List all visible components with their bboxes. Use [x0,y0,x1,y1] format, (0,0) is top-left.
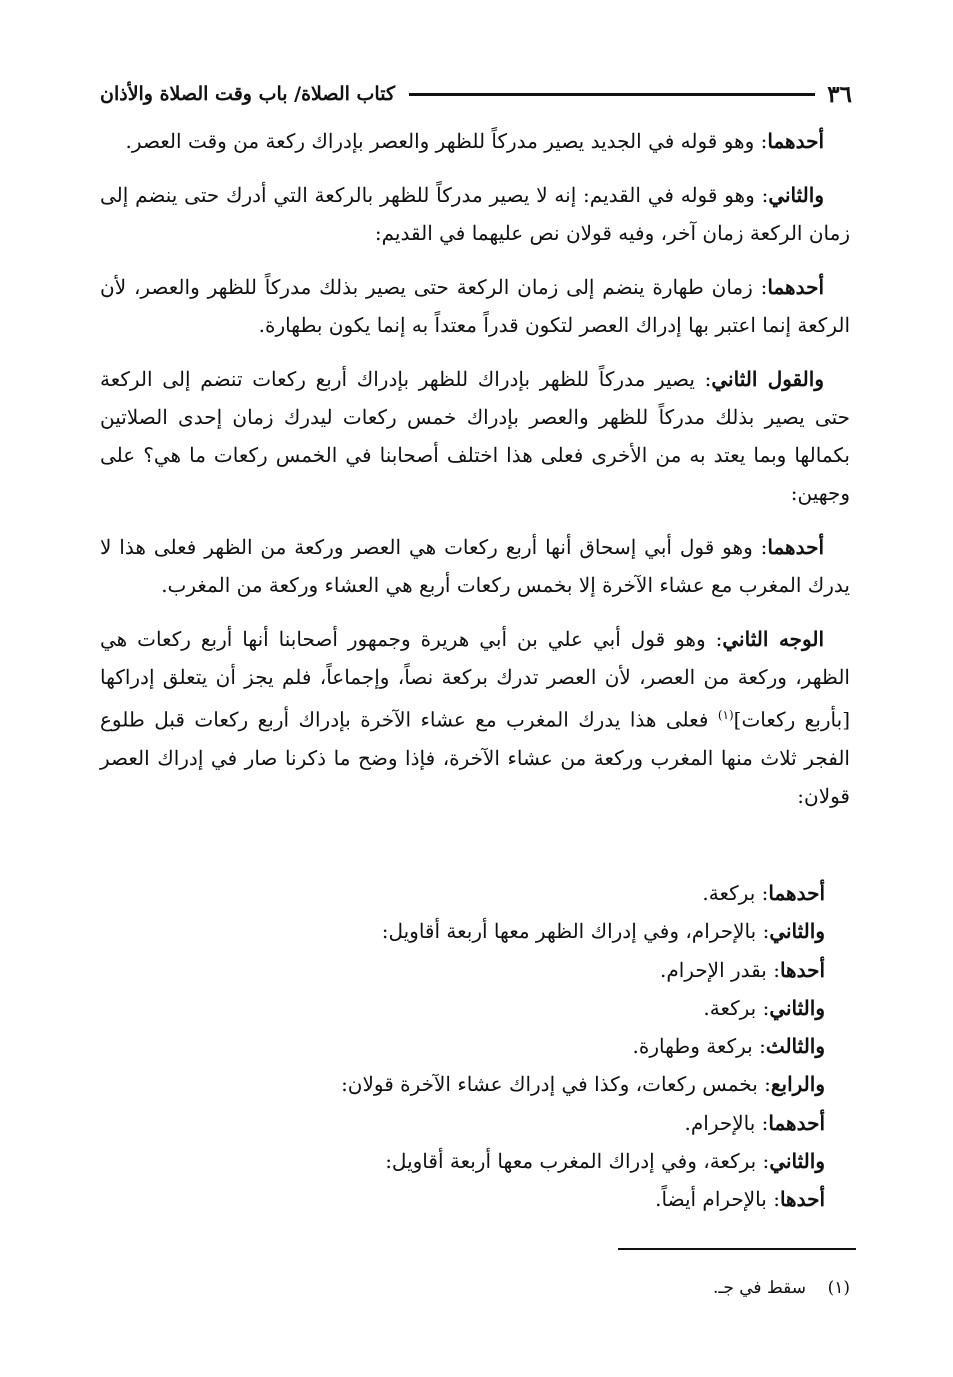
paragraph-text: وهو قوله في الجديد يصير مدركاً للظهر والعصر بإدراك ركعة من وقت العصر. [125,129,761,153]
list-item: أحدها: بالإحرام أيضاً. [655,1187,825,1212]
paragraph-lead: أحدهما [767,275,824,299]
footnote-marker: (١) [827,1278,850,1298]
paragraph-lead: والقول الثاني [711,367,824,391]
paragraph-text: وهو قول أبي علي بن أبي هريرة وجمهور أصحابنا أنها أربع ركعات هي الظهر، وركعة من العصر، لأن العصر تدرك بركعة نصاً، وإجماعاً، فلم يجز أن يتعلق إدراكها [بأربع ركعات] [100,627,851,732]
paragraph: أحدهما: زمان طهارة ينضم إلى زمان الركعة حتى يصير بذلك مدركاً للظهر والعصر، لأن الركعة إنما اعتبر بها إدراك العصر لتكون قدراً معتداً به إنما يكون بطهارة. [100,275,850,337]
paragraph-lead: الوجه الثاني [722,627,825,651]
paragraph-lead: والثاني [768,183,824,207]
paragraph: الوجه الثاني: وهو قول أبي علي بن أبي هريرة وجمهور أصحابنا أنها أربع ركعات هي الظهر، وركعة من العصر، لأن العصر تدرك بركعة نصاً، وإجماعاً، فلم يجز أن يتعلق إدراكها [بأربع ركعات]$^{(١)}$ فعلى هذا يدرك المغرب مع عشاء الآخرة بإدراك أربع ركعات قبل طلوع الفجر ثلاث منها المغرب وركعة من عشاء الآخرة، فإذا وضح ما ذكرنا صار في إدراك العصر قولان: [100,627,851,808]
list-item: والثالث: بركعة وطهارة. [632,1034,825,1059]
paragraph-lead: أحدهما [767,535,824,559]
opinions-list [225,874,825,1219]
list-item: أحدهما: بركعة. [702,881,825,905]
footnote-reference: (١) [717,708,734,722]
list-item: والثاني: بركعة. [703,995,825,1020]
page-number: ٣٦ [827,80,852,108]
paragraph-text: زمان طهارة ينضم إلى زمان الركعة حتى يصير بذلك مدركاً للظهر والعصر، لأن الركعة إنما اعتبر بها إدراك العصر لتكون قدراً معتداً به إنما يكون بطهارة. [100,275,850,337]
footnote [713,1278,850,1298]
paragraph: والثاني: وهو قوله في القديم: إنه لا يصير مدركاً للظهر بالركعة التي أدرك حتى ينضم إلى زمان الركعة زمان آخر، وفيه قولان نص عليهما في القديم: [100,183,850,245]
paragraph-lead: أحدهما [767,129,824,153]
list-item: والثاني: بالإحرام، وفي إدراك الظهر معها أربعة أقاويل: [381,919,825,944]
paragraph-text: وهو قول أبي إسحاق أنها أربع ركعات هي العصر وركعة من الظهر فعلى هذا لا يدرك المغرب مع عشاء الآخرة إلا بخمس ركعات أربع هي العشاء وركعة من المغرب. [100,535,850,597]
main-text [100,122,850,831]
header-rule [409,93,815,96]
page-header [100,76,852,112]
paragraph: والقول الثاني: يصير مدركاً للظهر بإدراك للظهر بإدراك أربع ركعات تنضم إلى الركعة حتى يصير بذلك مدركاً للظهر والعصر بإدراك خمس ركعات ليدرك زمان إحدى الصلاتين بكمالها وبما يعتد به من الأخرى فعلى هذا اختلف أصحابنا في الخمس ركعات ما هي؟ على وجهين: [100,367,850,505]
list-item: والثاني: بركعة، وفي إدراك المغرب معها أربعة أقاويل: [385,1149,825,1174]
list-item: أحدها: بقدر الإحرام. [659,957,825,982]
paragraph-text: فعلى هذا يدرك المغرب مع عشاء الآخرة بإدراك أربع ركعات قبل طلوع الفجر ثلاث منها المغرب وركعة من عشاء الآخرة، فإذا وضح ما ذكرنا صار في إدراك العصر قولان: [100,707,850,808]
paragraph-text: وهو قوله في القديم: إنه لا يصير مدركاً للظهر بالركعة التي أدرك حتى ينضم إلى زمان الركعة زمان آخر، وفيه قولان نص عليهما في القديم: [100,183,850,245]
list-item: أحدهما: بالإحرام. [684,1110,825,1135]
list-item: والرابع: بخمس ركعات، وكذا في إدراك عشاء الآخرة قولان: [341,1072,825,1097]
footnote-separator [618,1248,856,1250]
paragraph-text: يصير مدركاً للظهر بإدراك للظهر بإدراك أربع ركعات تنضم إلى الركعة حتى يصير بذلك مدركاً للظهر والعصر بإدراك خمس ركعات ليدرك زمان إحدى الصلاتين بكمالها وبما يعتد به من الأخرى فعلى هذا اختلف أصحابنا في الخمس ركعات ما هي؟ على وجهين: [100,367,850,505]
footnote-text: سقط في جـ. [712,1278,806,1298]
running-title: كتاب الصلاة/ باب وقت الصلاة والأذان [100,83,396,105]
paragraph: أحدهما: وهو قوله في الجديد يصير مدركاً للظهر والعصر بإدراك ركعة من وقت العصر. [125,129,824,153]
paragraph: أحدهما: وهو قول أبي إسحاق أنها أربع ركعات هي العصر وركعة من الظهر فعلى هذا لا يدرك المغرب مع عشاء الآخرة إلا بخمس ركعات أربع هي العشاء وركعة من المغرب. [100,535,850,597]
